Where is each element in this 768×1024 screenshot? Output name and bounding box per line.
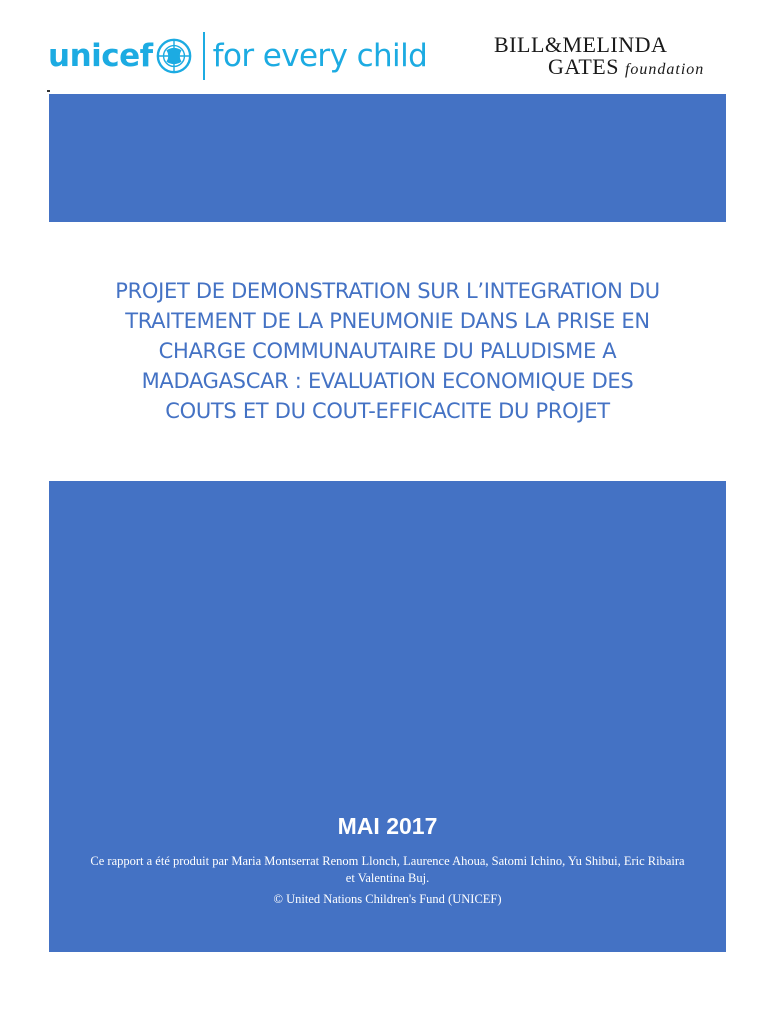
gates-foundation-logo (494, 34, 724, 81)
title-line: COUTS ET DU COUT-EFFICACITE DU PROJET (165, 399, 610, 423)
report-credits: Ce rapport a été produit par Maria Montserrat Renom Llonch, Laurence Ahoua, Satomi Ichino, Yu Shibui, Eric Ribaira et Valentina Buj. (90, 854, 685, 885)
un-globe-icon (155, 37, 193, 75)
gates-logo-foundation: foundation (624, 61, 705, 78)
unicef-wordmark: unicef (48, 38, 153, 74)
title-line: CHARGE COMMUNAUTAIRE DU PALUDISME A (158, 339, 617, 363)
footer-panel (49, 481, 726, 952)
copyright-notice: © United Nations Children's Fund (UNICEF) (273, 892, 502, 906)
report-date: MAI 2017 (337, 813, 438, 839)
page-mark (47, 90, 50, 92)
header-banner (49, 94, 726, 222)
logo-divider (203, 32, 205, 80)
unicef-logo (48, 26, 427, 86)
title-line: TRAITEMENT DE LA PNEUMONIE DANS LA PRISE EN (125, 309, 650, 333)
gates-logo-line1: BILL&MELINDA (494, 32, 668, 57)
gates-logo-name: GATES (548, 54, 619, 79)
unicef-tagline: for every child (212, 38, 428, 74)
title-line: MADAGASCAR : EVALUATION ECONOMIQUE DES (141, 369, 634, 393)
title-line: PROJET DE DEMONSTRATION SUR L’INTEGRATION DU (115, 279, 660, 303)
gates-logo-line2 (494, 56, 724, 81)
report-title (49, 276, 726, 426)
